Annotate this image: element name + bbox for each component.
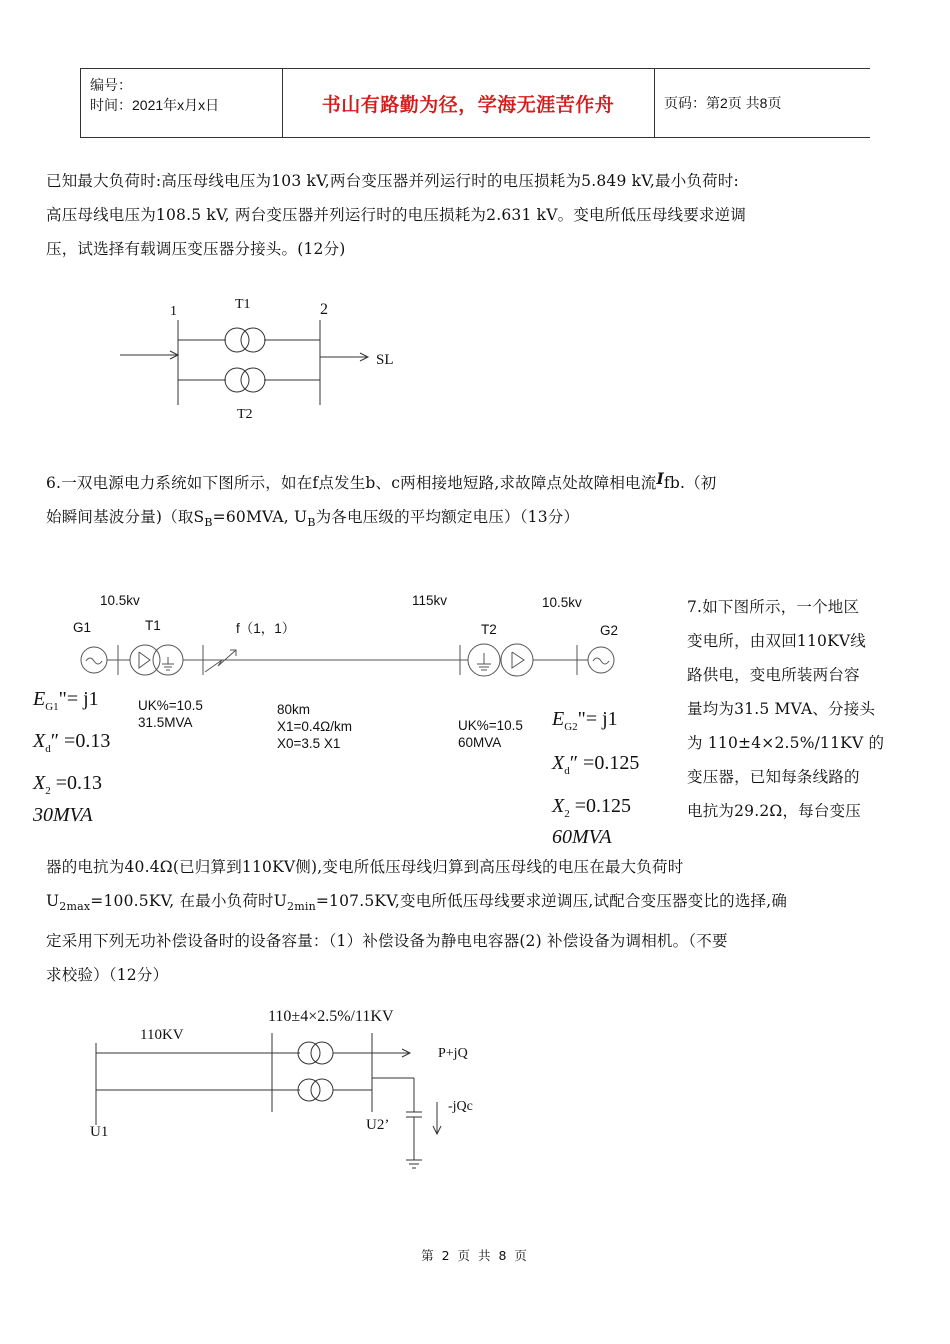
q5-t1-label: T1 xyxy=(235,297,251,312)
q5-transformer-diagram xyxy=(120,320,368,405)
q6-t2-rating: 60MVA xyxy=(458,735,502,750)
q7-ratio-label: 110±4×2.5%/11KV xyxy=(268,1008,394,1025)
q6-voltage-mid: 115kv xyxy=(412,593,448,608)
g2-xd-symbol: X xyxy=(552,752,565,774)
q7-side-line-2: 变电所，由双回110KV线 xyxy=(687,632,866,650)
q7-voltage-label: 110KV xyxy=(140,1027,184,1043)
q6-g1-xd xyxy=(33,730,110,755)
q6-power-system-diagram xyxy=(81,644,614,676)
q7-text xyxy=(46,850,916,992)
q6-g2-emf xyxy=(552,708,618,733)
q6-g2-xd xyxy=(552,752,639,777)
q7-line-b xyxy=(46,884,916,924)
q6-voltage-left: 10.5kv xyxy=(100,593,140,608)
q6-t1-label: T1 xyxy=(145,618,161,633)
q6-line-1-b: fb.（初 xyxy=(663,474,717,492)
g1-x2-value: =0.13 xyxy=(50,772,102,794)
q7-side-line-3: 路供电，变电所装两台容 xyxy=(687,666,860,684)
g1-x2-sub: 2 xyxy=(45,785,51,797)
q7-side-text xyxy=(687,590,905,828)
g2-e-symbol: E xyxy=(552,708,565,730)
page-footer: 第 2 页 共 8 页 xyxy=(421,1248,529,1263)
g1-xd-value: ″ =0.13 xyxy=(50,730,111,752)
q5-line-2: 高压母线电压为108.5 kV, 两台变压器并列运行时的电压损耗为2.631 kV。变电所低压母线要求逆调 xyxy=(46,206,747,224)
q6-current-symbol: I xyxy=(656,469,664,488)
q6-g2-rating xyxy=(552,826,612,849)
q7-u2-label: U2’ xyxy=(366,1117,390,1133)
g1-xd-sub: d xyxy=(45,743,51,755)
q6-g2-x2 xyxy=(552,795,631,820)
page-number-label: 页码：第2页 共8页 xyxy=(664,95,782,111)
q6-line-2 xyxy=(46,500,916,540)
q6-line-1-a: 6.一双电源电力系统如下图所示，如在f点发生b、c两相接地短路,求故障点处故障相电流 xyxy=(46,474,657,492)
g2-x2-sub: 2 xyxy=(564,808,570,820)
q6-line-2-a: 始瞬间基波分量)（取S xyxy=(46,508,205,526)
q7-substation-diagram xyxy=(96,1033,441,1168)
q6-line-2-c: 为各电压级的平均额定电压）（13分） xyxy=(315,508,580,526)
q6-t1-rating: 31.5MVA xyxy=(138,715,193,730)
q7-line-b-end: =107.5KV,变电所低压母线要求逆调压,试配合变压器变比的选择,确 xyxy=(315,892,788,910)
q6-t2-label: T2 xyxy=(481,622,497,637)
q7-side-line-6: 变压器，已知每条线路的 xyxy=(687,768,860,786)
q5-node-1-label: 1 xyxy=(170,304,177,319)
q6-line-1 xyxy=(46,466,916,500)
g1-e-symbol: E xyxy=(33,688,46,710)
q6-sub-sb: B xyxy=(204,516,213,530)
q6-fault-label: f（1，1） xyxy=(236,621,296,636)
q6-line-x1: X1=0.4Ω/km xyxy=(277,719,353,734)
q6-g1-emf xyxy=(33,688,99,713)
q6-line-length: 80km xyxy=(277,702,311,717)
g2-x2-value: =0.125 xyxy=(569,795,631,817)
q6-g1-label: G1 xyxy=(73,620,92,635)
g2-x2-symbol: X xyxy=(552,795,565,817)
g1-x2-symbol: X xyxy=(33,772,46,794)
q5-t2-label: T2 xyxy=(237,407,253,422)
number-label: 编号： xyxy=(90,77,132,93)
header-motto: 书山有路勤为径，学海无涯苦作舟 xyxy=(321,93,615,116)
q5-line-1: 已知最大负荷时:高压母线电压为103 kV,两台变压器并列运行时的电压损耗为5.849 kV,最小负荷时: xyxy=(46,172,739,190)
q6-voltage-right: 10.5kv xyxy=(542,595,582,610)
q6-g2-label: G2 xyxy=(600,623,619,638)
q7-side-line-7: 电抗为29.2Ω，每台变压 xyxy=(687,802,861,820)
q7-line-d: 求校验）（12分） xyxy=(46,966,169,985)
q6-g1-rating xyxy=(33,804,93,827)
g2-xd-sub: d xyxy=(564,765,570,777)
q6-g1-x2 xyxy=(33,772,102,797)
g1-e-sub: G1 xyxy=(45,701,59,713)
q6-line-params xyxy=(277,701,352,752)
q6-line-2-b: =60MVA, U xyxy=(212,508,308,526)
q7-line-b-mid: =100.5KV, 在最小负荷时U xyxy=(90,892,288,910)
q7-side-line-4: 量均为31.5 MVA、分接头 xyxy=(687,700,876,718)
q5-line-3: 压，试选择有载调压变压器分接头。(12分) xyxy=(46,240,346,258)
g1-e-value: "= j1 xyxy=(58,688,99,710)
q5-load-label: SL xyxy=(376,352,394,368)
q7-u-symbol-1: U xyxy=(46,892,60,910)
g2-e-sub: G2 xyxy=(564,721,578,733)
g1-xd-symbol: X xyxy=(33,730,46,752)
date-label: 时间：2021年x月x日 xyxy=(90,97,220,113)
q7-compensation-label: -jQc xyxy=(448,1099,473,1114)
q6-t2-params xyxy=(458,717,523,751)
q7-sub-2min: 2min xyxy=(287,900,316,914)
q7-load-label: P+jQ xyxy=(438,1046,468,1061)
g2-xd-value: ″ =0.125 xyxy=(569,752,640,774)
q7-line-c: 定采用下列无功补偿设备时的设备容量：（1）补偿设备为静电电容器(2) 补偿设备为调相机。（不要 xyxy=(46,932,728,951)
q7-sub-2max: 2max xyxy=(59,900,91,914)
q6-line-x0: X0=3.5 X1 xyxy=(277,736,341,751)
q7-line-a: 器的电抗为40.4Ω(已归算到110KV侧),变电所低压母线归算到高压母线的电压在最大负荷时 xyxy=(46,858,684,876)
q6-t2-uk: UK%=10.5 xyxy=(458,718,523,733)
q7-side-line-5: 为 110±4×2.5%/11KV 的 xyxy=(687,734,885,752)
q7-u1-label: U1 xyxy=(90,1124,109,1140)
q6-t1-uk: UK%=10.5 xyxy=(138,698,203,713)
q6-text xyxy=(46,466,916,540)
g1-rating-value: 30MVA xyxy=(33,804,93,826)
g2-rating-value: 60MVA xyxy=(552,826,612,848)
q6-sub-ub: B xyxy=(307,516,316,530)
q6-t1-params xyxy=(138,697,203,731)
q5-node-2-label: 2 xyxy=(320,301,328,318)
g2-e-value: "= j1 xyxy=(577,708,618,730)
q7-side-line-1: 7.如下图所示，一个地区 xyxy=(687,598,860,616)
